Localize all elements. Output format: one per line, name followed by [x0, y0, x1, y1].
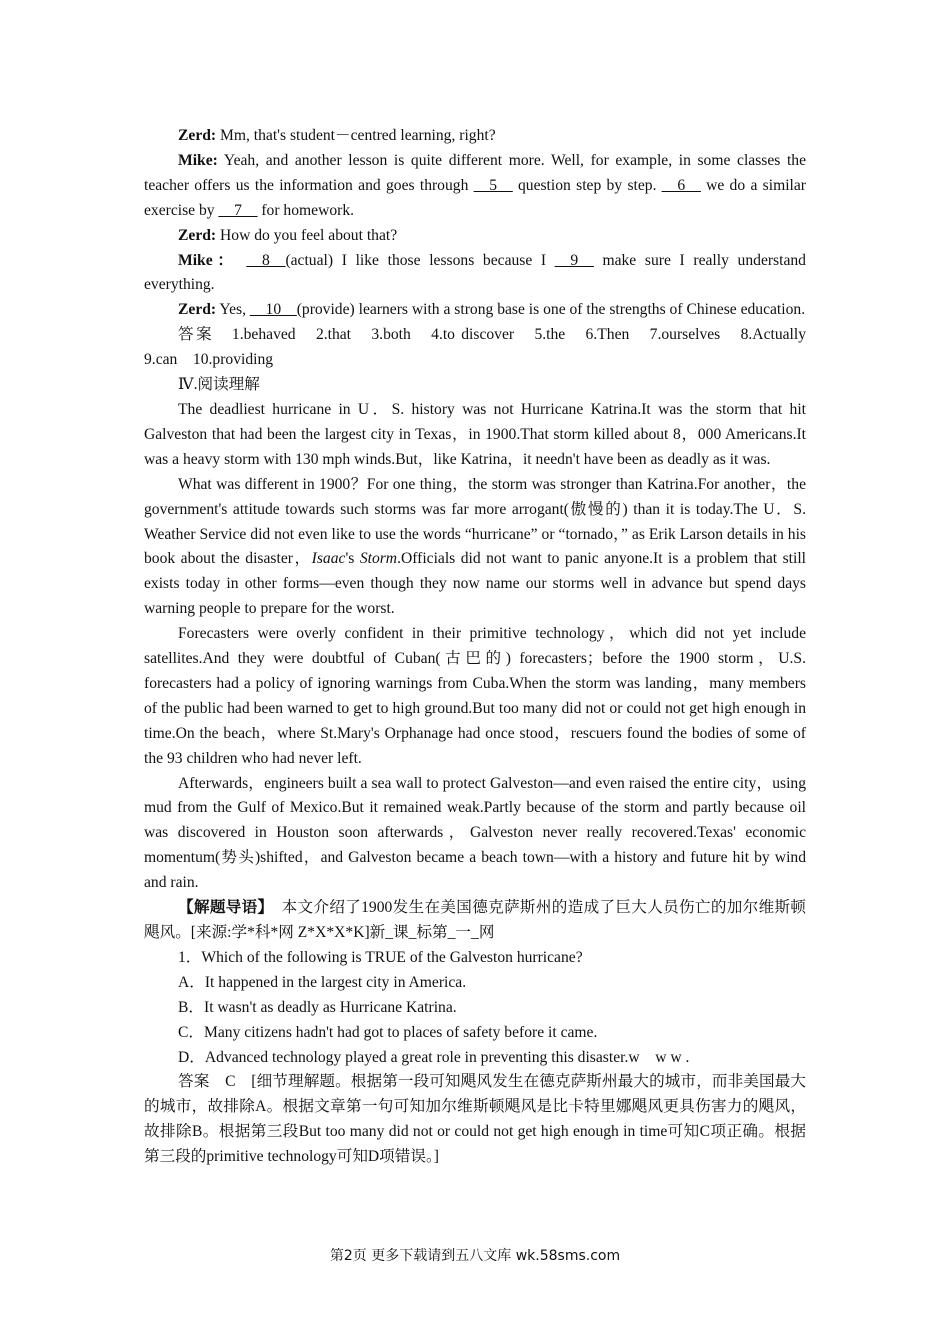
section-title: Ⅳ.阅读理解	[178, 376, 260, 394]
blank-6: __6__	[661, 176, 701, 194]
passage-paragraph-3: Forecasters were overly confident in their primitive technology，which did not yet include satellites.And they were doubtful of Cuban(古巴的) forecasters；before the 1900 storm，U.S. forecasters had a policy of ignoring warnings from Cuba.When the storm was landing，many members of the public had been warned to get to high ground.But too many did not or could not get high enough in time.On the beach，where St.Mary's Orphanage had once stood，rescuers found the bodies of some of the 93 children who had never left.	[144, 625, 806, 767]
blank-9: __9__	[554, 251, 594, 269]
blank-8: __8__	[246, 251, 286, 269]
page-footer: 第2页 更多下载请到五八文库 wk.58sms.com	[329, 1248, 621, 1264]
dialogue-line: Zerd: How do you feel about that?	[178, 226, 398, 244]
dialogue-line: Zerd: Yes, __10__(provide) learners with a strong base is one of the strengths of Chinese education.	[178, 301, 806, 319]
dialogue-line: Mike: Yeah, and another lesson is quite different more. Well, for example, in some classes the teacher offers us the information and goes through __5__ question step by step. __6__ we do a similar exercise by __7__ for homework.	[144, 151, 806, 219]
option-c: C．Many citizens hadn't had got to places of safety before it came.	[178, 1023, 598, 1041]
option-d: D．Advanced technology played a great role in preventing this disaster.w w w .	[178, 1048, 690, 1066]
dialogue-line: Mike： __8__(actual) I like those lessons because I __9__ make sure I really understand everything.	[144, 251, 806, 294]
book-title: Isaac	[311, 550, 346, 568]
blank-5: __5__	[473, 176, 513, 194]
blank-10: __10__	[249, 301, 297, 319]
passage-paragraph-1: The deadliest hurricane in U．S. history was not Hurricane Katrina.It was the storm that hit Galveston that had been the largest city in Texas，in 1900.That storm killed about 8，000 Americans.It was a heavy storm with 130 mph winds.But，like Katrina，it needn't have been as deadly as it was.	[144, 400, 806, 468]
guide-note: 【解题导语】 本文介绍了1900发生在美国德克萨斯州的造成了巨大人员伤亡的加尔维斯顿飓风。[来源:学*科*网 Z*X*X*K]新_课_标第_一_网	[144, 899, 806, 941]
dialogue-line: Zerd: Mm, that's student－centred learning, right?	[178, 127, 496, 144]
blank-7: __7__	[218, 201, 258, 219]
passage-paragraph-2: What was different in 1900？For one thing，the storm was stronger than Katrina.For another，the government's attitude towards such storms was far more arrogant(傲慢的) than it is today.The U．S. Weather Service did not even like to use the words “hurricane” or “tornado，” as Erik Larson details in his book about the disaster，Isaac's Storm.Officials did not want to panic anyone.It is a problem that still exists today in other forms—even though they now name our storms well in advance but spend days warning people to prepare for the worst.	[144, 475, 807, 618]
option-a: A．It happened in the largest city in America.	[178, 973, 467, 991]
question-answer: 答案 C [细节理解题。根据第一段可知飓风发生在德克萨斯州最大的城市，而非美国最大的城市，故排除A。根据文章第一句可知加尔维斯顿飓风是比卡特里娜飓风更具伤害力的飓风，故排除B。根据第三段But too many did not or could not get high enough in time可知C项正确。根据第三段的primitive technology可知D项错误。]	[144, 1073, 806, 1166]
option-b: B．It wasn't as deadly as Hurricane Katrina.	[178, 998, 457, 1016]
passage-paragraph-4: Afterwards，engineers built a sea wall to protect Galveston—and even raised the entire city，using mud from the Gulf of Mexico.But it remained weak.Partly because of the storm and partly because oil was discovered in Houston soon afterwards，Galveston never really recovered.Texas' economic momentum(势头)shifted，and Galveston became a beach town—with a history and future hit by wind and rain.	[144, 774, 806, 892]
question-stem: 1．Which of the following is TRUE of the Galveston hurricane?	[178, 948, 583, 966]
document-page	[144, 124, 822, 1170]
answer-key: 答案 1.behaved 2.that 3.both 4.to discover 5.the 6.Then 7.ourselves 8.Actually 9.can 10.providing	[144, 326, 822, 369]
